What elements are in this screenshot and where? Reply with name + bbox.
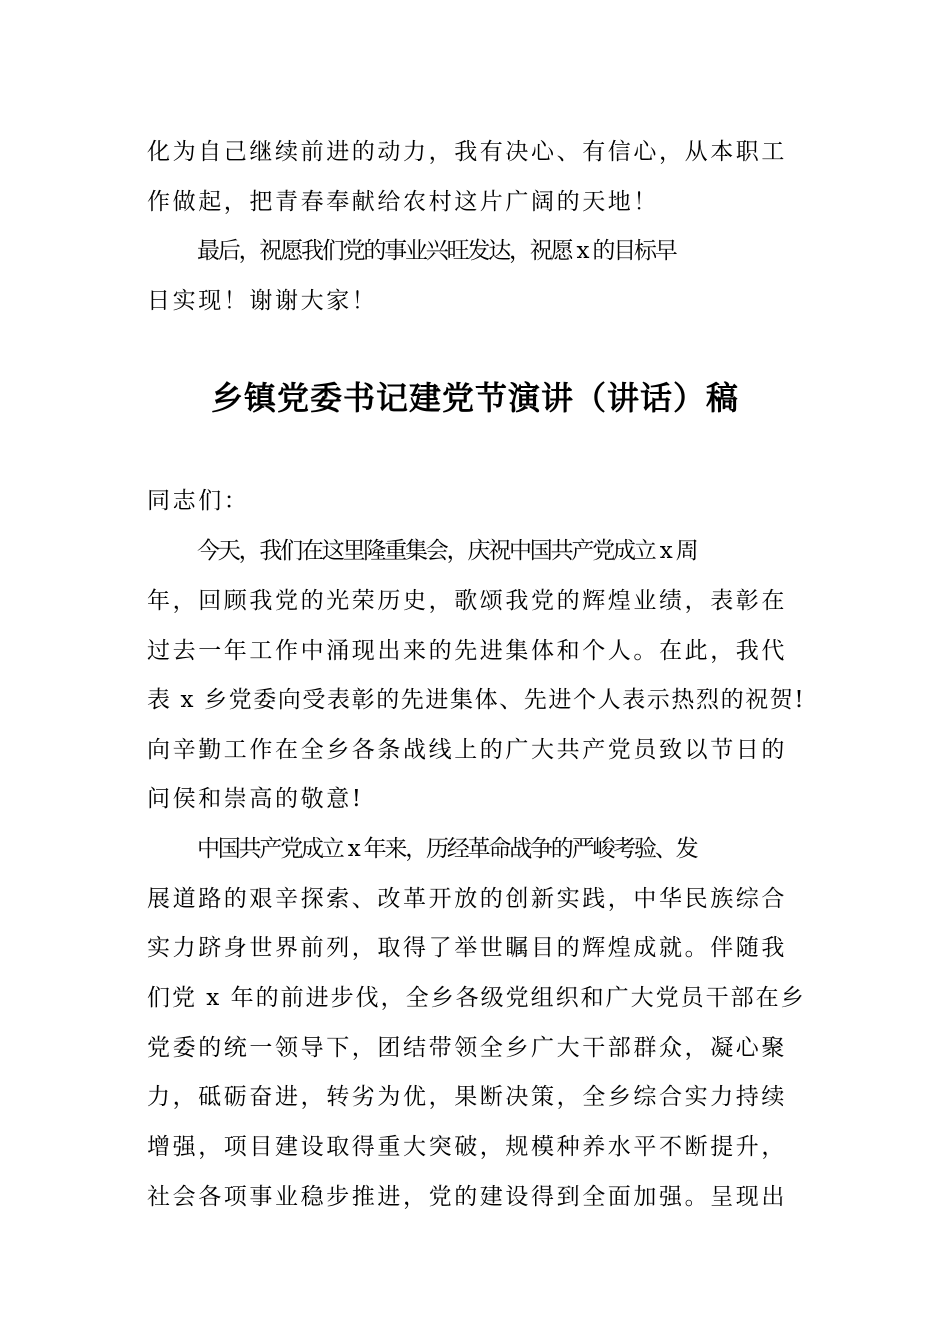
text-line: 展道路的艰辛探索、改革开放的创新实践，中华民族综合	[147, 886, 787, 912]
salutation: 同志们：	[147, 488, 250, 514]
text-line: 们党 x 年的前进步伐，全乡各级党组织和广大党员干部在乡	[147, 985, 806, 1011]
text-line: 社会各项事业稳步推进，党的建设得到全面加强。呈现出	[147, 1184, 787, 1210]
text-line: 实力跻身世界前列，取得了举世瞩目的辉煌成就。伴随我	[147, 935, 787, 961]
text-line: 年，回顾我党的光荣历史，歌颂我党的辉煌业绩，表彰在	[147, 588, 787, 614]
text-line: 力，砥砺奋进，转劣为优，果断决策，全乡综合实力持续	[147, 1084, 787, 1110]
text-line: 最后，祝愿我们党的事业兴旺发达，祝愿 x 的目标早	[197, 238, 676, 264]
document-title: 乡镇党委书记建党节演讲（讲话）稿	[210, 379, 739, 417]
text-line: 问侯和崇高的敬意!	[147, 786, 364, 812]
text-line: 化为自己继续前进的动力，我有决心、有信心，从本职工	[147, 139, 787, 165]
text-line: 党委的统一领导下，团结带领全乡广大干部群众，凝心聚	[147, 1035, 787, 1061]
text-line: 过去一年工作中涌现出来的先进集体和个人。在此，我代	[147, 638, 787, 664]
text-line: 向辛勤工作在全乡各条战线上的广大共产党员致以节日的	[147, 737, 787, 763]
text-line: 表 x 乡党委向受表彰的先进集体、先进个人表示热烈的祝贺!	[147, 687, 806, 713]
text-line: 今天，我们在这里隆重集会，庆祝中国共产党成立 x 周	[197, 538, 697, 564]
text-line: 日实现！谢谢大家！	[147, 288, 378, 314]
text-line: 增强，项目建设取得重大突破，规模种养水平不断提升，	[147, 1134, 787, 1160]
text-line: 中国共产党成立 x 年来，历经革命战争的严峻考验、发	[197, 836, 697, 862]
text-line: 作做起，把青春奉献给农村这片广阔的天地！	[147, 189, 659, 215]
